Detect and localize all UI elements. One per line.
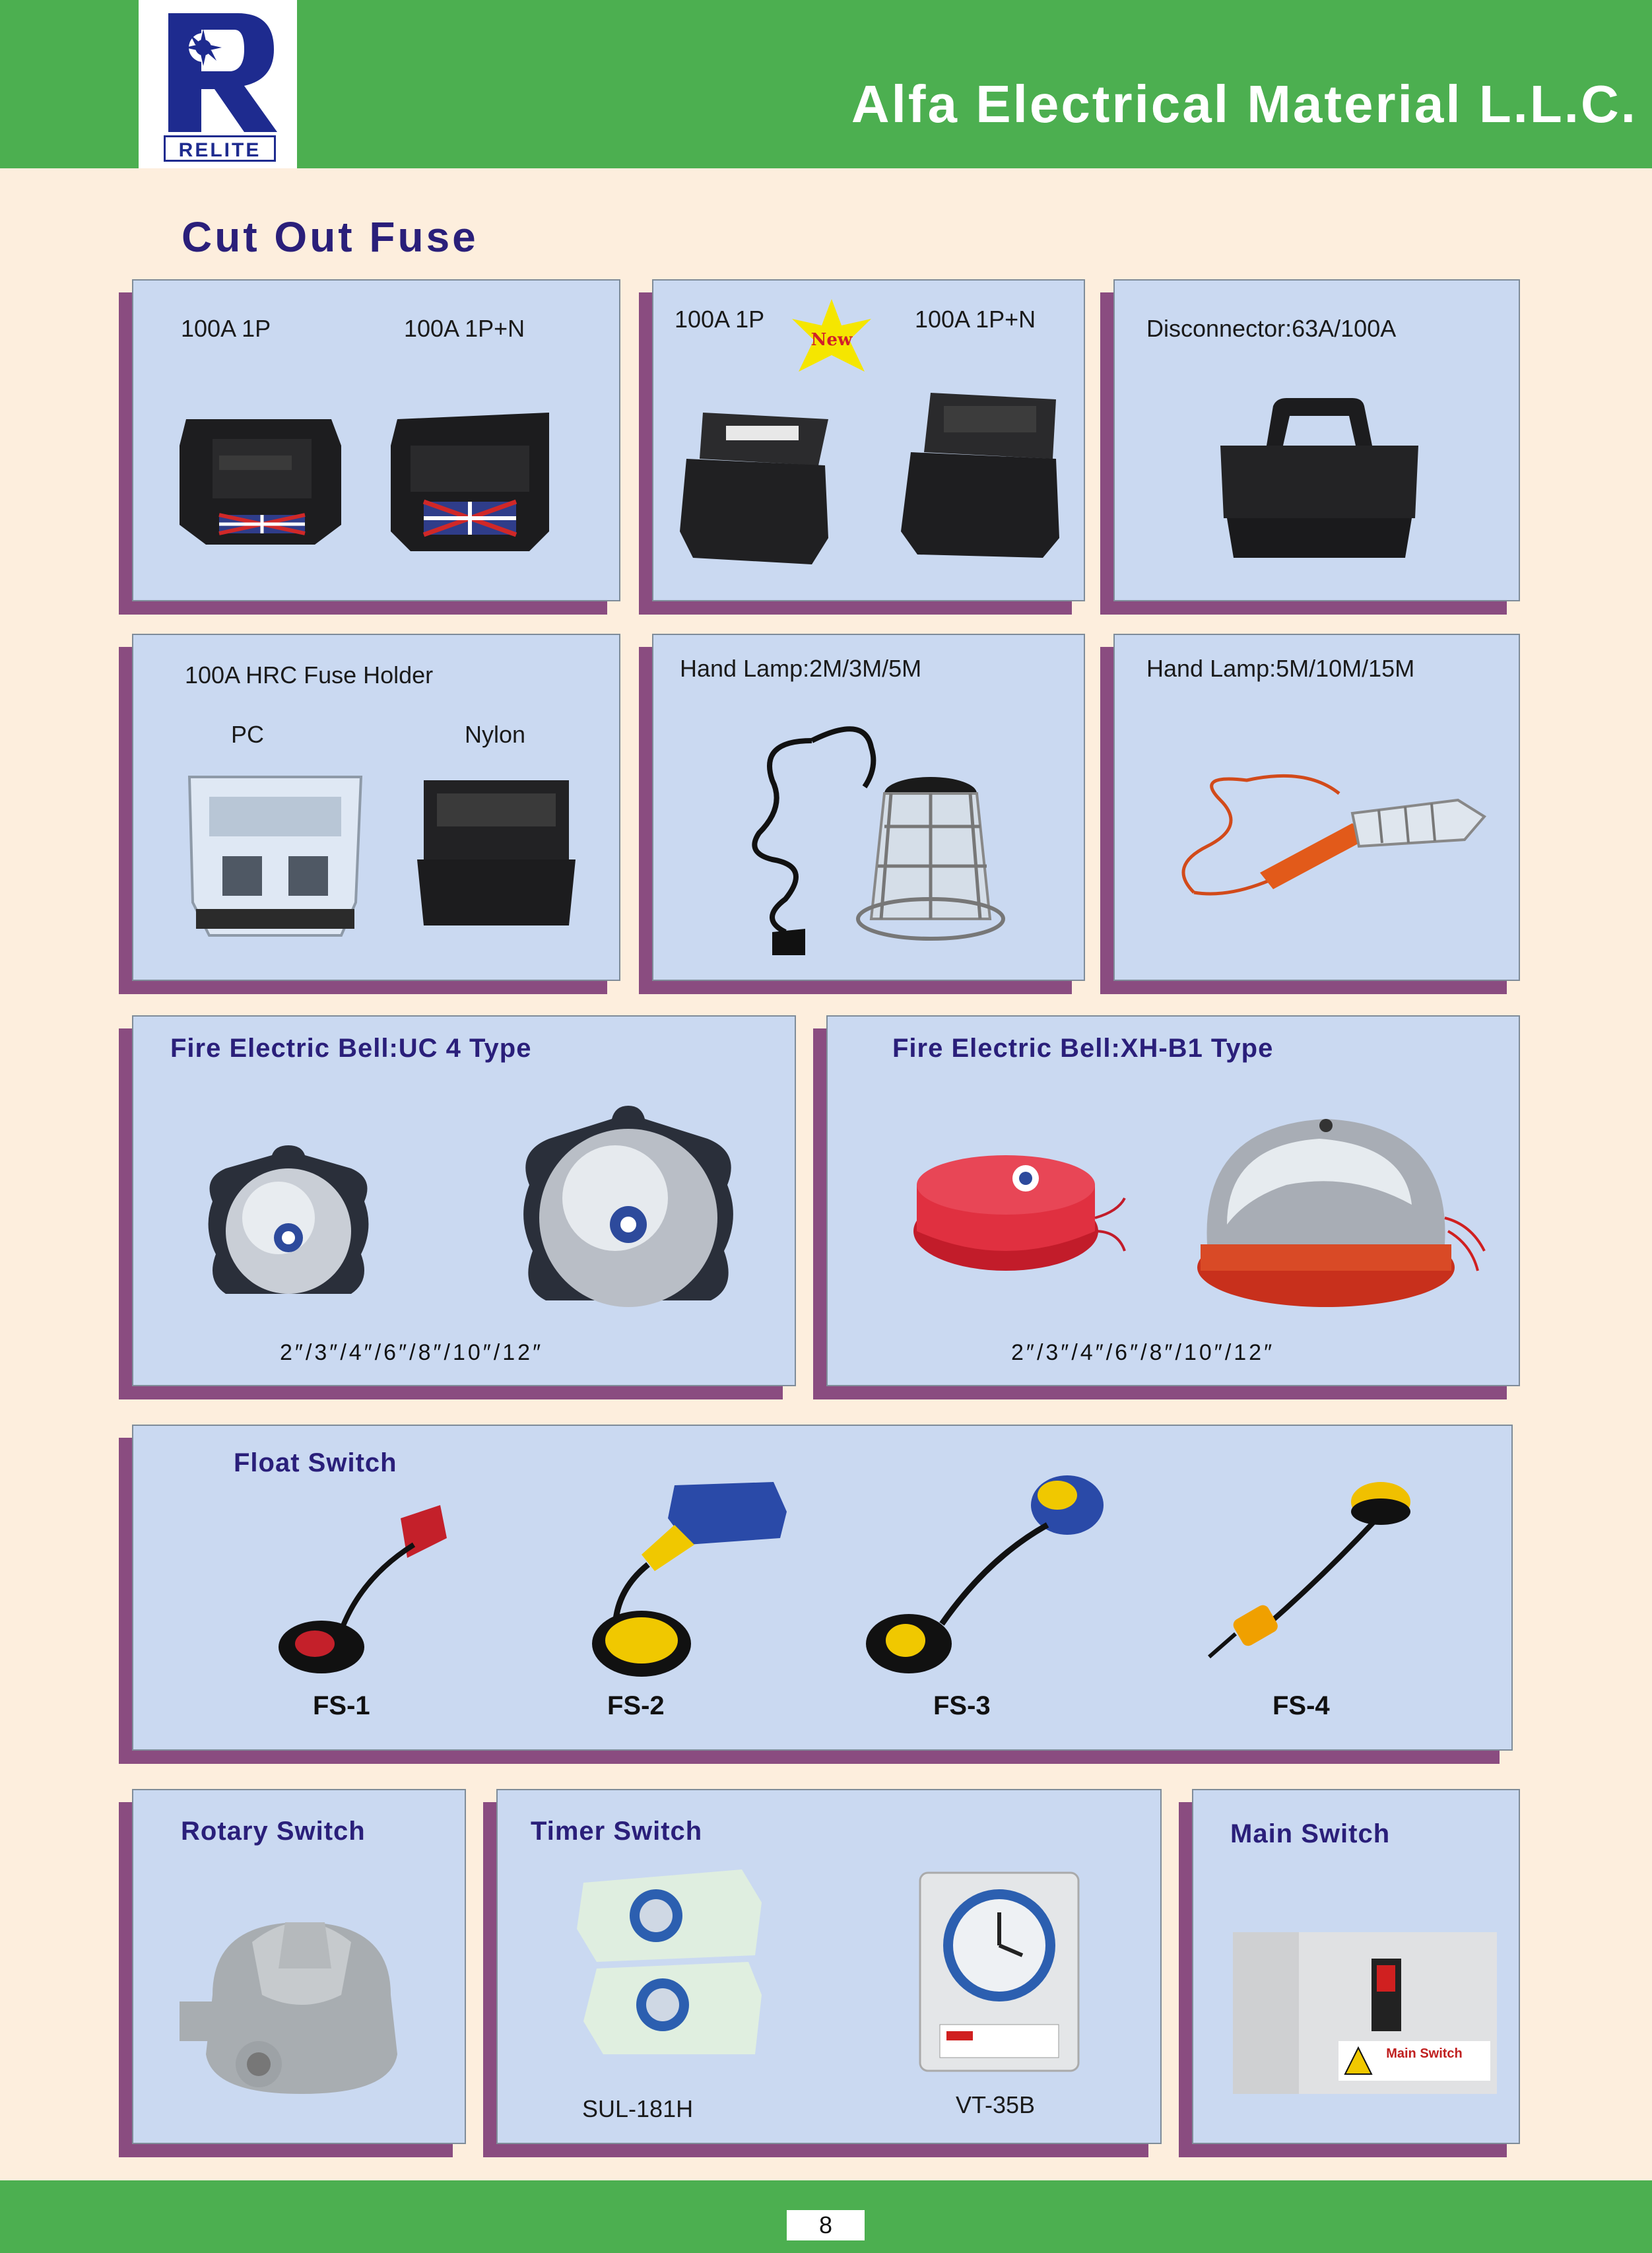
fuse-1pn-image <box>384 406 562 558</box>
title-timer-switch: Timer Switch <box>531 1817 703 1846</box>
float-switch-fs4-image <box>1189 1465 1414 1683</box>
float-switch-fs1-image <box>269 1479 447 1677</box>
disconnector-image <box>1214 393 1425 571</box>
service-cutout-1pn-image <box>891 386 1063 564</box>
label-hand-lamp-short: Hand Lamp:2M/3M/5M <box>680 655 922 682</box>
label-disconnector: Disconnector:63A/100A <box>1146 315 1397 342</box>
timer-switch-sul181h-image <box>570 1863 768 2061</box>
hrc-holder-nylon-image <box>411 774 582 932</box>
panel-service-cutout <box>652 279 1085 601</box>
panel-fire-bell-uc4 <box>132 1015 796 1386</box>
page-number: 8 <box>787 2210 865 2240</box>
title-rotary-switch: Rotary Switch <box>181 1817 366 1846</box>
label-100a-1p: 100A 1P <box>675 306 765 333</box>
label-pc: PC <box>231 721 265 748</box>
label-nylon: Nylon <box>465 721 526 748</box>
new-badge-icon <box>789 299 875 378</box>
model-fs3: FS-3 <box>933 1691 991 1720</box>
hrc-holder-pc-image <box>183 770 368 942</box>
panel-float-switch <box>132 1425 1513 1751</box>
label-hrc-fuse-holder: 100A HRC Fuse Holder <box>185 661 434 689</box>
new-badge-text: New <box>810 330 853 350</box>
panel-hrc-fuse-holder <box>132 634 620 981</box>
bell-uc4-small-image <box>199 1142 378 1314</box>
company-name: Alfa Electrical Material L.L.C. <box>851 75 1637 133</box>
label-100a-1pn: 100A 1P+N <box>404 315 525 342</box>
section-title: Cut Out Fuse <box>182 213 479 261</box>
service-cutout-1p-image <box>673 406 838 571</box>
title-fire-bell-xhb1: Fire Electric Bell:XH-B1 Type <box>892 1034 1274 1063</box>
label-hand-lamp-long: Hand Lamp:5M/10M/15M <box>1146 655 1415 682</box>
panel-hand-lamp-short <box>652 634 1085 981</box>
panel-rotary-switch <box>132 1789 466 2144</box>
bell-xhb1-steel-image <box>1187 1093 1491 1310</box>
model-fs4: FS-4 <box>1272 1691 1330 1720</box>
main-switch-warning-text: Main Switch <box>1386 2046 1463 2061</box>
model-vt35b: VT-35B <box>956 2091 1036 2118</box>
sizes-uc4: 2″/3″/4″/6″/8″/10″/12″ <box>280 1340 544 1365</box>
main-switch-image <box>1226 1926 1503 2104</box>
hand-lamp-image <box>733 701 1030 958</box>
model-sul181h: SUL-181H <box>582 2095 694 2122</box>
panel-disconnector <box>1113 279 1520 601</box>
label-100a-1pn: 100A 1P+N <box>915 306 1036 333</box>
panel-main-switch <box>1192 1789 1520 2144</box>
bell-uc4-large-image <box>510 1102 747 1327</box>
title-fire-bell-uc4: Fire Electric Bell:UC 4 Type <box>170 1034 532 1063</box>
panel-fire-bell-xhb1 <box>826 1015 1520 1386</box>
title-main-switch: Main Switch <box>1230 1819 1391 1848</box>
logo-text: RELITE <box>164 135 276 162</box>
label-100a-1p: 100A 1P <box>181 315 271 342</box>
timer-switch-vt35b-image <box>913 1866 1085 2077</box>
panel-timer-switch <box>496 1789 1162 2144</box>
title-float-switch: Float Switch <box>234 1448 397 1477</box>
bell-xhb1-red-image <box>907 1132 1131 1291</box>
hand-lamp-orange-image <box>1154 760 1498 912</box>
panel-hand-lamp-long <box>1113 634 1520 981</box>
float-switch-fs3-image <box>856 1465 1107 1683</box>
panel-cutout-fuse-100a <box>132 279 620 601</box>
float-switch-fs2-image <box>576 1472 793 1683</box>
sizes-xhb1: 2″/3″/4″/6″/8″/10″/12″ <box>1011 1340 1275 1365</box>
relite-logo <box>139 0 297 168</box>
model-fs2: FS-2 <box>607 1691 665 1720</box>
model-fs1: FS-1 <box>313 1691 370 1720</box>
fuse-1p-image <box>173 406 351 551</box>
rotary-switch-image <box>173 1896 430 2107</box>
